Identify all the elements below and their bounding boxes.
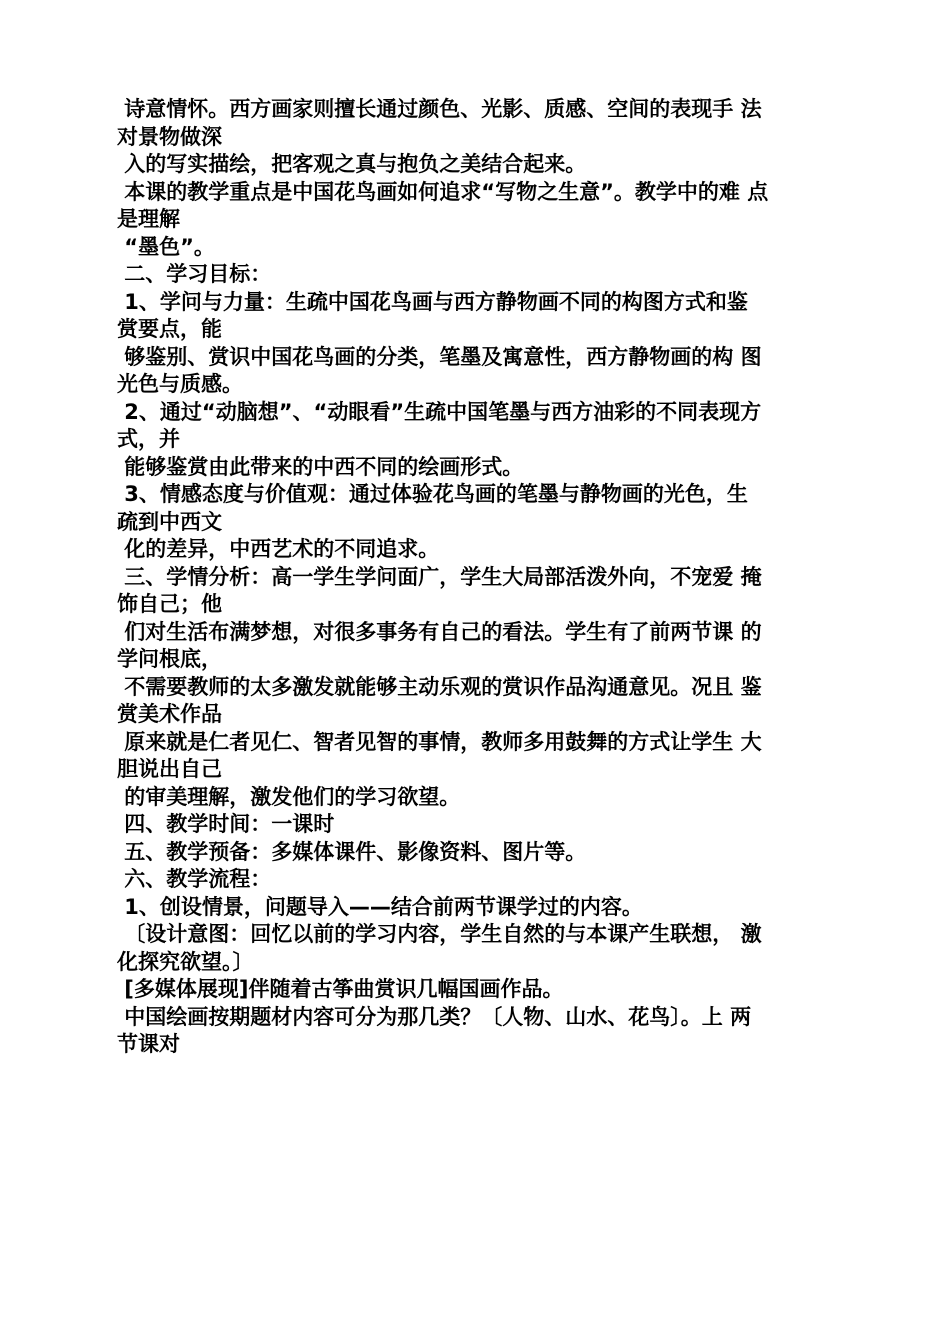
text-line: 2、通过“动脑想”、“动眼看”生疏中国笔墨与西方油彩的不同表现方 — [117, 399, 762, 424]
section-heading: 五、教学预备：多媒体课件、影像资料、图片等。 — [117, 839, 587, 864]
text-line: 是理解 — [117, 207, 180, 231]
text-line: 饰自己；他 — [117, 592, 222, 616]
text-line: “墨色”。 — [117, 234, 215, 259]
section-heading: 三、学情分析：高一学生学问面广，学生大局部活泼外向，不宠爱 掩 — [117, 564, 762, 589]
text-line: 化探究欲望。〕 — [117, 949, 254, 974]
text-line: 式，并 — [117, 427, 180, 451]
text-line: 不需要教师的太多激发就能够主动乐观的赏识作品沟通意见。况且 鉴 — [117, 674, 762, 699]
text-line: 赏要点，能 — [117, 317, 222, 341]
text-line: 1、学问与力量：生疏中国花鸟画与西方静物画不同的构图方式和鉴 — [117, 289, 748, 314]
section-heading: 二、学习目标： — [117, 262, 272, 286]
text-line: 够鉴别、赏识中国花鸟画的分类，笔墨及寓意性，西方静物画的构 图 — [117, 344, 762, 369]
text-line: 入的写实描绘，把客观之真与抱负之美结合起来。 — [117, 152, 587, 176]
text-line: 本课的教学重点是中国花鸟画如何追求“写物之生意”。教学中的难 点 — [117, 179, 769, 204]
text-line: 胆说出自己 — [117, 757, 222, 781]
text-line: 光色与质感。 — [117, 372, 243, 396]
section-heading: 六、教学流程： — [117, 867, 272, 891]
text-line: 赏美术作品 — [117, 702, 222, 726]
text-line: 节课对 — [117, 1032, 180, 1056]
text-line: 能够鉴赏由此带来的中西不同的绘画形式。 — [117, 454, 524, 479]
text-line: 学问根底， — [117, 647, 222, 671]
text-line: 3、情感态度与价值观：通过体验花鸟画的笔墨与静物画的光色，生 — [117, 482, 748, 506]
text-line: 化的差异，中西艺术的不同追求。 — [117, 537, 440, 561]
text-line: 〔设计意图：回忆以前的学习内容，学生自然的与本课产生联想， 激 — [117, 922, 762, 946]
text-line: 1、创设情景，问题导入——结合前两节课学过的内容。 — [117, 894, 643, 919]
text-line: 们对生活布满梦想，对很多事务有自己的看法。学生有了前两节课 的 — [117, 619, 762, 644]
text-line: 疏到中西文 — [117, 509, 222, 534]
text-line: 的审美理解，激发他们的学习欲望。 — [117, 784, 461, 809]
section-heading: 四、教学时间：一课时 — [117, 812, 335, 836]
document-body — [117, 96, 833, 1059]
text-line: 诗意情怀。西方画家则擅长通过颜色、光影、质感、空间的表现手 法 — [117, 97, 762, 121]
text-line: 对景物做深 — [117, 124, 222, 149]
text-line: [多媒体展现]伴随着古筝曲赏识几幅国画作品。 — [117, 977, 564, 1001]
text-line: 中国绘画按期题材内容可分为那几类？〔人物、山水、花鸟〕。上 两 — [117, 1004, 752, 1029]
text-line: 原来就是仁者见仁、智者见智的事情，教师多用鼓舞的方式让学生 大 — [117, 729, 762, 754]
